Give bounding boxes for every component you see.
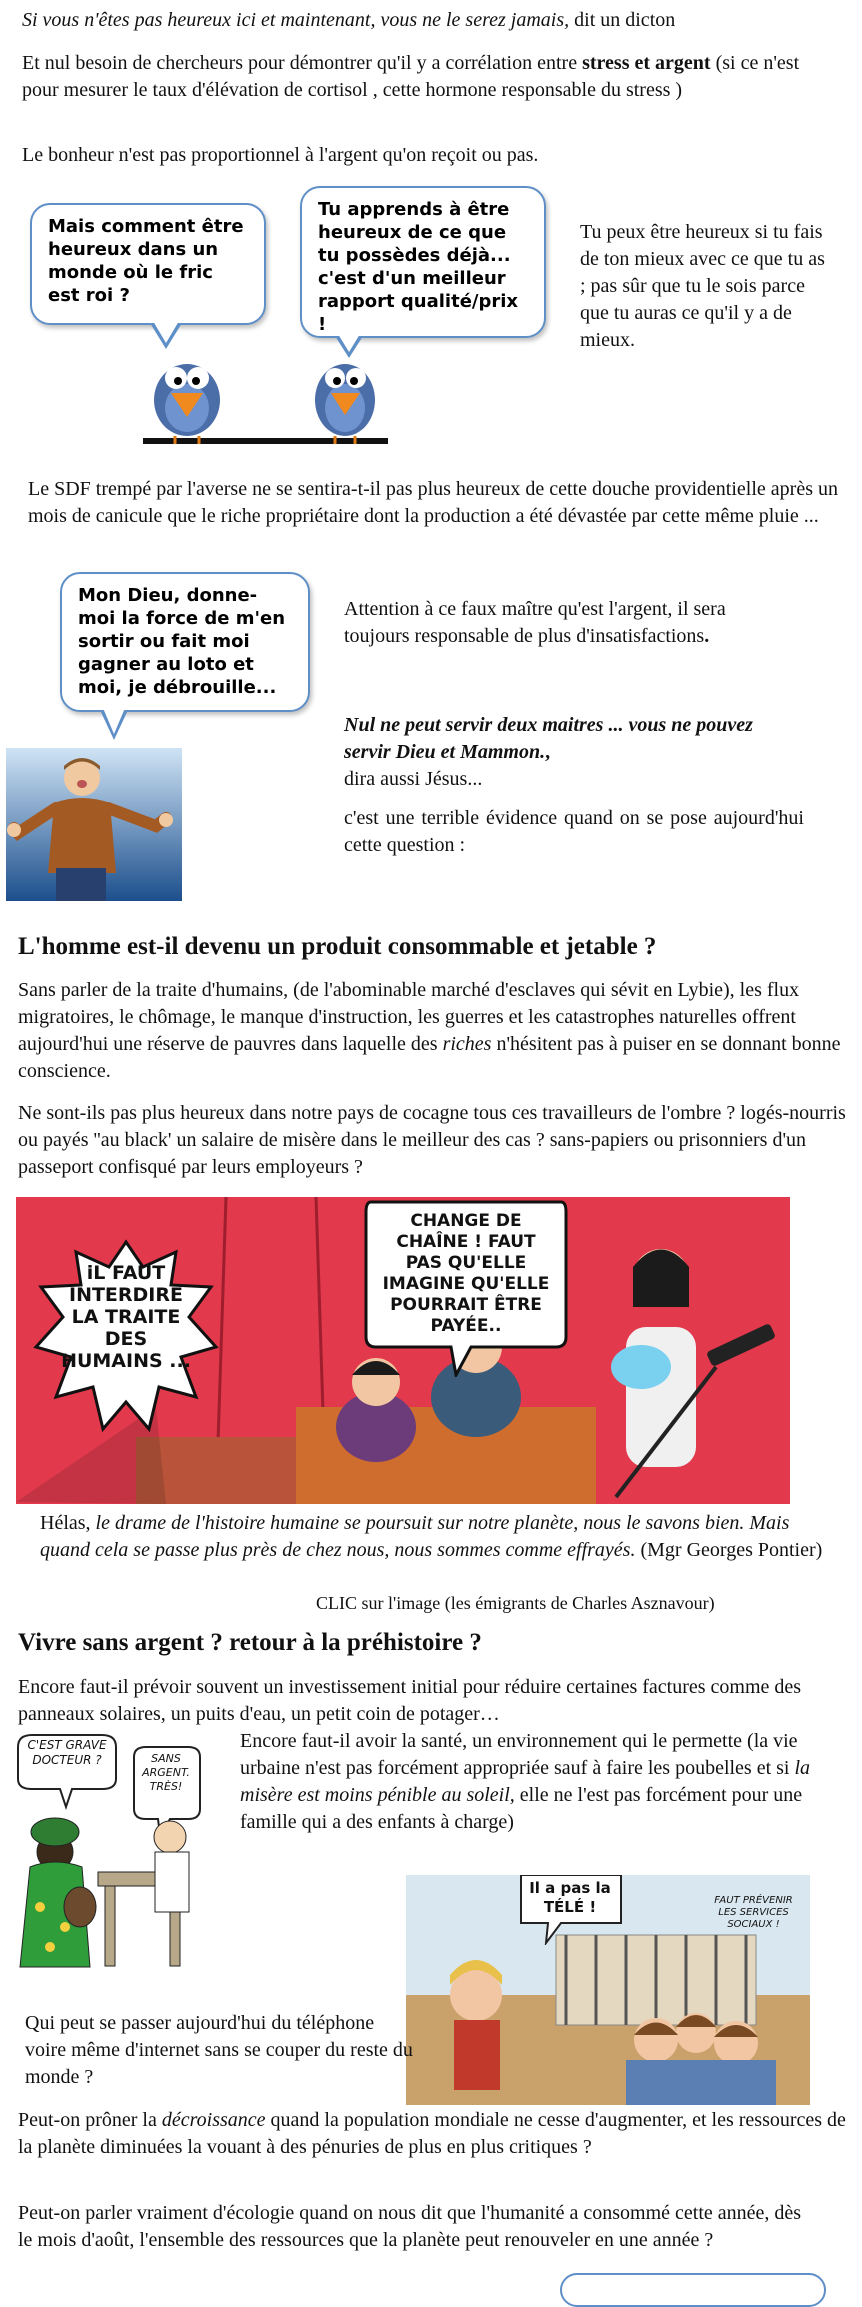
sante-paragraph — [240, 1728, 815, 1836]
section-heading-produit: L'homme est-il devenu un produit consommable et jetable ? — [18, 933, 657, 960]
decroissance-paragraph — [18, 2107, 850, 2161]
bird-speech-bubble-left: Mais comment être heureux dans un monde où le fric est roi ? — [30, 203, 266, 325]
caption-start: Hélas, — [40, 1512, 96, 1534]
tele-cartoon — [406, 1875, 810, 2105]
clic-link[interactable]: CLIC sur l'image (les émigrants de Charles Asznavour) — [316, 1593, 715, 1613]
investissement-paragraph: Encore faut-il prévoir souvent un investissement initial pour réduire certaines factures comme des panneaux solaires, un puits d'eau, un petit coin de potager… — [18, 1676, 802, 1725]
ecologie-paragraph: Peut-on parler vraiment d'écologie quand on nous dit que l'humanité a consommé cette année, dès le mois d'août, l'ensemble des ressources que la planète peut renouveler en une année ? — [18, 2202, 802, 2251]
drame-caption — [40, 1510, 830, 1564]
birds-illustration — [135, 340, 395, 455]
prayer-quote-bold: Nul ne peut servir deux maitres ... vous ne pouvez servir Dieu et Mammon. — [344, 714, 753, 763]
prayer-text-3: c'est une terrible évidence quand on se pose aujourd'hui cette question : — [344, 807, 804, 856]
bubble-tail-fill — [103, 708, 125, 734]
doctor-cartoon — [10, 1727, 235, 2007]
doctor-bubble-1: C'EST GRAVE DOCTEUR ? — [27, 1738, 107, 1767]
praying-man-illustration — [6, 748, 182, 901]
sdf-paragraph: Le SDF trempé par l'averse ne se sentira-t-il pas plus heureux de cette douche providentielle après un mois de canicule que le riche propriétaire dont la production a été dévastée par cette même pluie ... — [28, 478, 838, 527]
prayer-text-1-dot: . — [704, 625, 710, 647]
sante-text-start: Encore faut-il avoir la santé, un environnement qui le permette (la vie urbaine n'est pas forcément appropriée sauf à faire les poubelles et si — [240, 1730, 798, 1779]
decroissance-text-end: quand la population mondiale ne cesse d'augmenter, et les ressources de la planète diminuées la vouant à des pénuries de plus en plus critiques ? — [18, 2109, 846, 2158]
blue-bird-left — [154, 364, 220, 444]
dicton-line — [22, 7, 852, 34]
prayer-quote-rest: dira aussi Jésus... — [344, 768, 483, 790]
prayer-speech-bubble: Mon Dieu, donne-moi la force de m'en sortir ou fait moi gagner au loto et moi, je débrouille... — [60, 572, 310, 712]
stress-text-bold: stress et argent — [582, 52, 711, 74]
dicton-attribution: dit un dicton — [569, 9, 676, 31]
prayer-text-1-body: Attention à ce faux maître qu'est l'argent, il sera toujours responsable de plus d'insatisfactions — [344, 598, 726, 647]
services-sociaux-text: FAUT PRÉVENIR LES SERVICES SOCIAUX ! — [714, 1895, 793, 1930]
bird-speech-bubble-right: Tu apprends à être heureux de ce que tu possèdes déjà... c'est d'un meilleur rapport qualité/prix ! — [300, 186, 546, 338]
birds-side-text: Tu peux être heureux si tu fais de ton mieux avec ce que tu as ; pas sûr que tu le sois parce que tu auras ce qu'il y a de mieux. — [580, 221, 825, 351]
decroissance-text-start: Peut-on prôner la — [18, 2109, 162, 2131]
dicton-quote: Si vous n'êtes pas heureux ici et maintenant, vous ne le serez jamais, — [22, 9, 570, 31]
section-heading-sans-argent: Vivre sans argent ? retour à la préhistoire ? — [18, 1629, 482, 1656]
traite-text-start: Sans parler de la traite d'humains, (de l'abominable marché d'esclaves qui sévit en Lybie), les flux migratoires, le chômage, le manque d'instruction, les guerres et les catastrophes naturelles offrent aujourd'hui une réserve de pauvres dans laquelle des — [18, 979, 800, 1055]
prayer-text-1 — [344, 596, 774, 650]
traite-text-end: n'hésitent pas à puiser en se donnant bonne conscience. — [18, 1033, 841, 1082]
sante-text-end: elle ne l'est pas forcément pour une famille qui a des enfants à charge) — [240, 1784, 803, 1833]
doctor-bubble-2: SANS ARGENT. TRÈS! — [142, 1752, 190, 1793]
stress-paragraph — [22, 50, 822, 104]
stress-text-end: (si ce n'est pour mesurer le taux d'élévation de cortisol , cette hormone responsable du stress ) — [22, 52, 800, 101]
blue-bird-right — [315, 364, 375, 444]
stress-text-start: Et nul besoin de chercheurs pour démontrer qu'il y a corrélation entre — [22, 52, 583, 74]
sante-text-italic: la misère est moins pénible au soleil, — [240, 1757, 811, 1806]
traite-cartoon-image[interactable] — [16, 1197, 790, 1504]
prayer-quote — [344, 712, 804, 793]
decroissance-text-italic: décroissance — [161, 2109, 266, 2131]
traite-text-italic: riches — [442, 1033, 492, 1055]
traite-paragraph — [18, 977, 850, 1085]
caption-italic: le drame de l'histoire humaine se poursuit sur notre planète, nous le savons bien. Mais quand cela se passe plus près de chez nous, nous sommes comme effrayés. — [40, 1512, 790, 1561]
cut-off-speech-bubble — [560, 2273, 826, 2307]
prayer-quote-comma: , — [545, 741, 551, 763]
tele-bubble-text: Il a pas la TÉLÉ ! — [529, 1879, 611, 1916]
caption-author: (Mgr Georges Pontier) — [635, 1539, 823, 1561]
bonheur-paragraph: Le bonheur n'est pas proportionnel à l'argent qu'on reçoit ou pas. — [22, 144, 539, 166]
telephone-paragraph: Qui peut se passer aujourd'hui du téléphone voire même d'internet sans se couper du reste du monde ? — [25, 2012, 413, 2088]
cocagne-paragraph: Ne sont-ils pas plus heureux dans notre pays de cocagne tous ces travailleurs de l'ombre ? logés-nourris ou payés ''au black' un salaire de misère dans le meilleur des cas ? sans-papiers ou prisonniers d'un passeport confisqué par leurs employeurs ? — [18, 1102, 846, 1178]
sign-text: iL FAUT INTERDIRE LA TRAITE DES HUMAINS ... — [61, 1262, 191, 1372]
tv-bubble-text: CHANGE DE CHAÎNE ! FAUT PAS QU'ELLE IMAGINE QU'ELLE POURRAIT ÊTRE PAYÉE.. — [382, 1211, 550, 1336]
